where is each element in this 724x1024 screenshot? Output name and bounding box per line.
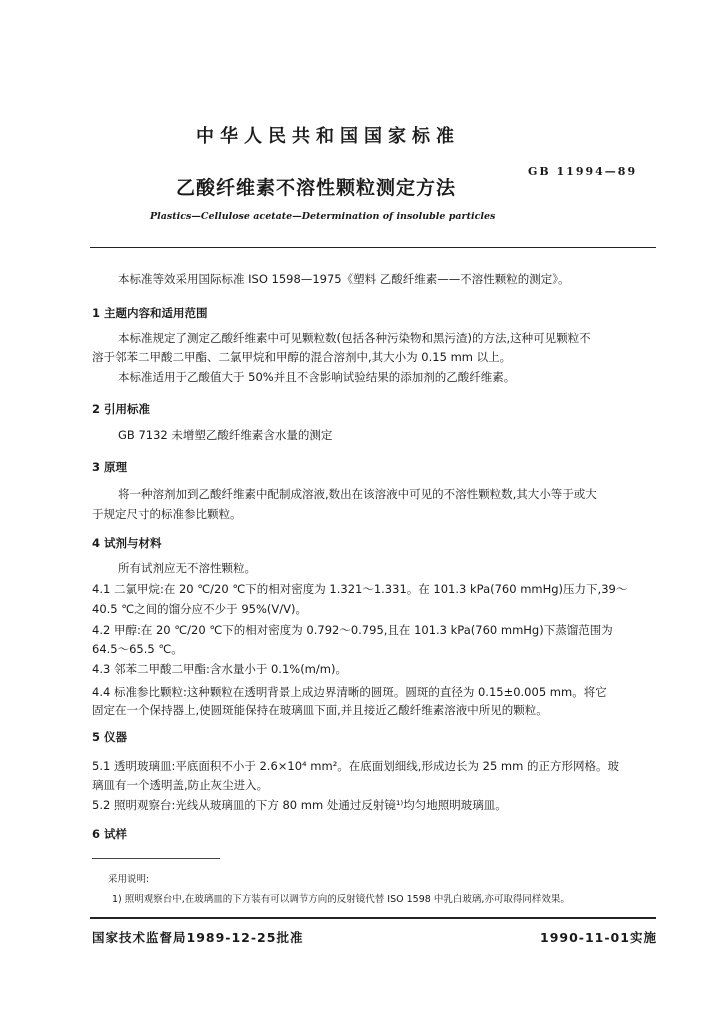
footnote-rule: [92, 858, 220, 859]
footer-rule: [90, 917, 656, 919]
item-5-2: 5.2 照明观察台:光线从玻璃皿的下方 80 mm 处通过反射镜¹⁾均匀地照明玻璃皿。: [92, 798, 507, 812]
item-4-1: 40.5 ℃之间的馏分应不少于 95%(V/V)。: [92, 602, 307, 616]
gb-code: GB 11994—89: [528, 165, 638, 178]
item-4-2: 4.2 甲醇:在 20 ℃/20 ℃下的相对密度为 0.792～0.795,且在 101.3 kPa(760 mmHg)下蒸馏范围为: [92, 623, 613, 637]
intro-paragraph: 本标准等效采用国际标准 ISO 1598—1975《塑料 乙酸纤维素——不溶性颗粒的测定》。: [118, 272, 570, 286]
section-2-heading: 2 引用标准: [92, 402, 151, 416]
footnote-label: 采用说明:: [108, 874, 150, 885]
section-5-heading: 5 仪器: [92, 730, 128, 744]
item-5-1: 5.1 透明玻璃皿:平底面积不小于 2.6×10⁴ mm²。在底面划细线,形成边长为 25 mm 的正方形网格。玻: [92, 759, 619, 773]
section-3-heading: 3 原理: [92, 460, 128, 474]
item-4-4: 4.4 标准参比颗粒:这种颗粒在透明背景上成边界清晰的圆斑。圆斑的直径为 0.15±0.005 mm。将它: [92, 685, 607, 699]
section-1-heading: 1 主题内容和适用范围: [92, 306, 208, 320]
effective-date: 1990-11-01实施: [540, 930, 657, 945]
header-rule: [90, 247, 656, 248]
section-4-heading: 4 试剂与材料: [92, 536, 162, 550]
section-1-text: 本标准适用于乙酸值大于 50%并且不含影响试验结果的添加剂的乙酸纤维素。: [118, 370, 516, 384]
section-1-text: 溶于邻苯二甲酸二甲酯、二氯甲烷和甲醇的混合溶剂中,其大小为 0.15 mm 以上。: [92, 350, 512, 364]
english-title: Plastics—Cellulose acetate—Determination of insoluble particles: [150, 211, 496, 222]
item-4-2: 64.5～65.5 ℃。: [92, 642, 183, 656]
item-4-3: 4.3 邻苯二甲酸二甲酯:含水量小于 0.1%(m/m)。: [92, 662, 347, 676]
approval-date: 国家技术监督局1989-12-25批准: [92, 930, 304, 945]
section-1-text: 本标准规定了测定乙酸纤维素中可见颗粒数(包括各种污染物和黑污渣)的方法,这种可见颗粒不: [118, 331, 591, 345]
item-4-4: 固定在一个保持器上,使圆斑能保持在玻璃皿下面,并且接近乙酸纤维素溶液中所见的颗粒。: [92, 703, 548, 717]
footnote-text: 1) 照明观察台中,在玻璃皿的下方装有可以调节方向的反射镜代替 ISO 1598 中乳白玻璃,亦可取得同样效果。: [112, 894, 570, 905]
standard-title: 中华人民共和国国家标准: [196, 126, 460, 147]
item-4-1: 4.1 二氯甲烷:在 20 ℃/20 ℃下的相对密度为 1.321～1.331。在 101.3 kPa(760 mmHg)压力下,39～: [92, 582, 628, 596]
section-3-text: 于规定尺寸的标准参比颗粒。: [92, 507, 242, 521]
section-2-reference: GB 7132 未增塑乙酸纤维素含水量的测定: [118, 428, 333, 442]
section-6-heading: 6 试样: [92, 827, 128, 841]
item-5-1: 璃皿有一个透明盖,防止灰尘进入。: [92, 778, 269, 792]
section-3-text: 将一种溶剂加到乙酸纤维素中配制成溶液,数出在该溶液中可见的不溶性颗粒数,其大小等于或大: [118, 487, 597, 501]
document-title: 乙酸纤维素不溶性颗粒测定方法: [176, 177, 457, 199]
section-4-intro: 所有试剂应无不溶性颗粒。: [118, 561, 256, 575]
